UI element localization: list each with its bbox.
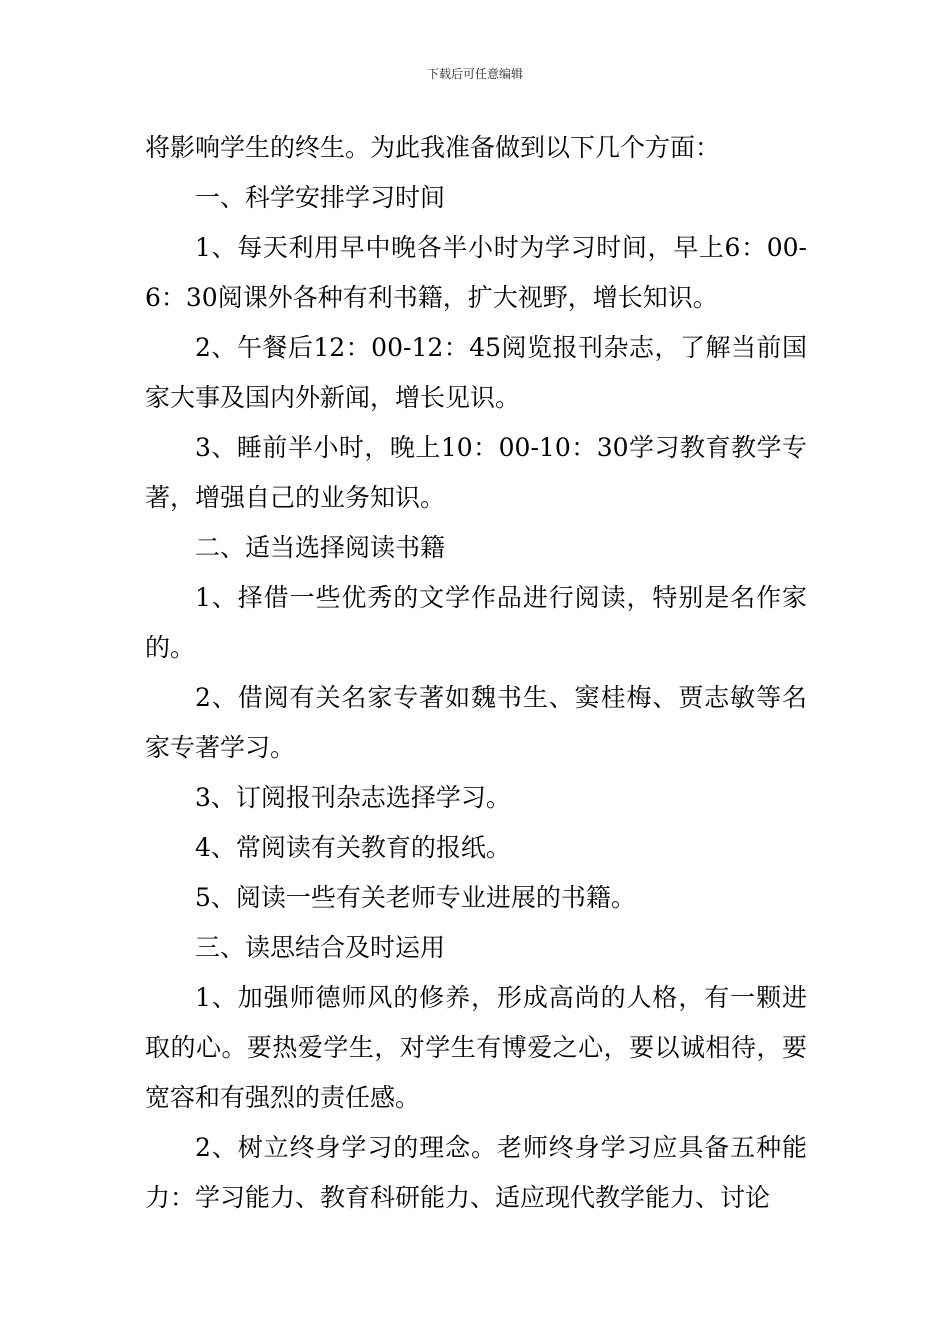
- document-body: [145, 123, 807, 1223]
- section-heading-1: 一、科学安排学习时间: [195, 183, 446, 212]
- section-heading-3: 三、读思结合及时运用: [195, 933, 446, 962]
- paragraph: 1、每天利用早中晚各半小时为学习时间，早上6：00-6：30阅课外各种有利书籍，扩大视野，增长知识。: [145, 233, 807, 312]
- section-heading-2: 二、适当选择阅读书籍: [195, 533, 446, 562]
- paragraph: 1、加强师德师风的修养，形成高尚的人格，有一颗进取的心。要热爱学生，对学生有博爱之心，要以诚相待，要宽容和有强烈的责任感。: [145, 983, 807, 1112]
- page-header: 下载后可任意编辑: [426, 67, 523, 81]
- paragraph: 2、午餐后12：00-12：45阅览报刊杂志，了解当前国家大事及国内外新闻，增长见识。: [145, 333, 807, 412]
- paragraph: 2、借阅有关名家专著如魏书生、窦桂梅、贾志敏等名家专著学习。: [145, 683, 807, 762]
- paragraph: 1、择借一些优秀的文学作品进行阅读，特别是名作家的。: [145, 583, 807, 662]
- paragraph: 2、树立终身学习的理念。老师终身学习应具备五种能力：学习能力、教育科研能力、适应现代教学能力、讨论: [145, 1133, 807, 1212]
- paragraph: 4、常阅读有关教育的报纸。: [195, 833, 511, 862]
- paragraph: 3、订阅报刊杂志选择学习。: [195, 783, 511, 812]
- paragraph-continuation: 将影响学生的终生。为此我准备做到以下几个方面：: [145, 133, 721, 162]
- paragraph: 3、睡前半小时，晚上10：00-10：30学习教育教学专著，增强自己的业务知识。: [145, 433, 807, 512]
- paragraph: 5、阅读一些有关老师专业进展的书籍。: [195, 883, 636, 912]
